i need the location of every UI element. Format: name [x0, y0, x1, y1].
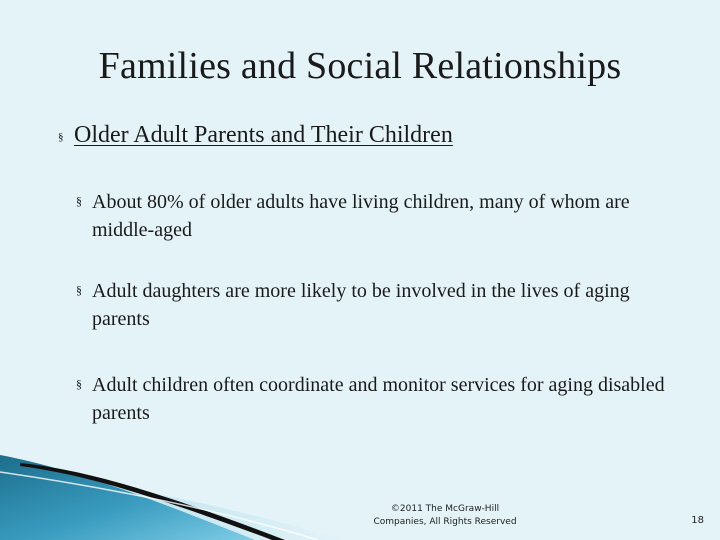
square-bullet-icon: §: [58, 131, 64, 143]
copyright-line-1: ©2011 The McGraw-Hill: [390, 504, 500, 514]
square-bullet-icon: §: [76, 283, 82, 297]
bullet-text: Adult daughters are more likely to be involved in the lives of aging parents: [92, 280, 630, 330]
bullet-text: About 80% of older adults have living children, many of whom are middle-aged: [92, 191, 630, 241]
page-number: 18: [691, 515, 704, 526]
square-bullet-icon: §: [76, 194, 82, 208]
bullet-item: [76, 371, 686, 427]
bullet-item: [76, 277, 686, 333]
slide-title: Families and Social Relationships: [98, 45, 622, 87]
heading-bullet-item: [58, 122, 453, 149]
swoosh-white-line: [0, 472, 318, 540]
copyright-notice: [360, 503, 530, 529]
section-heading: Older Adult Parents and Their Children: [74, 122, 453, 148]
square-bullet-icon: §: [76, 377, 82, 391]
copyright-line-2: Companies, All Rights Reserved: [373, 517, 517, 527]
swoosh-blue-band: [0, 455, 255, 540]
bullet-text: Adult children often coordinate and monitor services for aging disabled parents: [92, 374, 665, 424]
bullet-item: [76, 188, 686, 244]
swoosh-black-stroke: [20, 463, 285, 540]
swoosh-light-band: [0, 470, 340, 540]
